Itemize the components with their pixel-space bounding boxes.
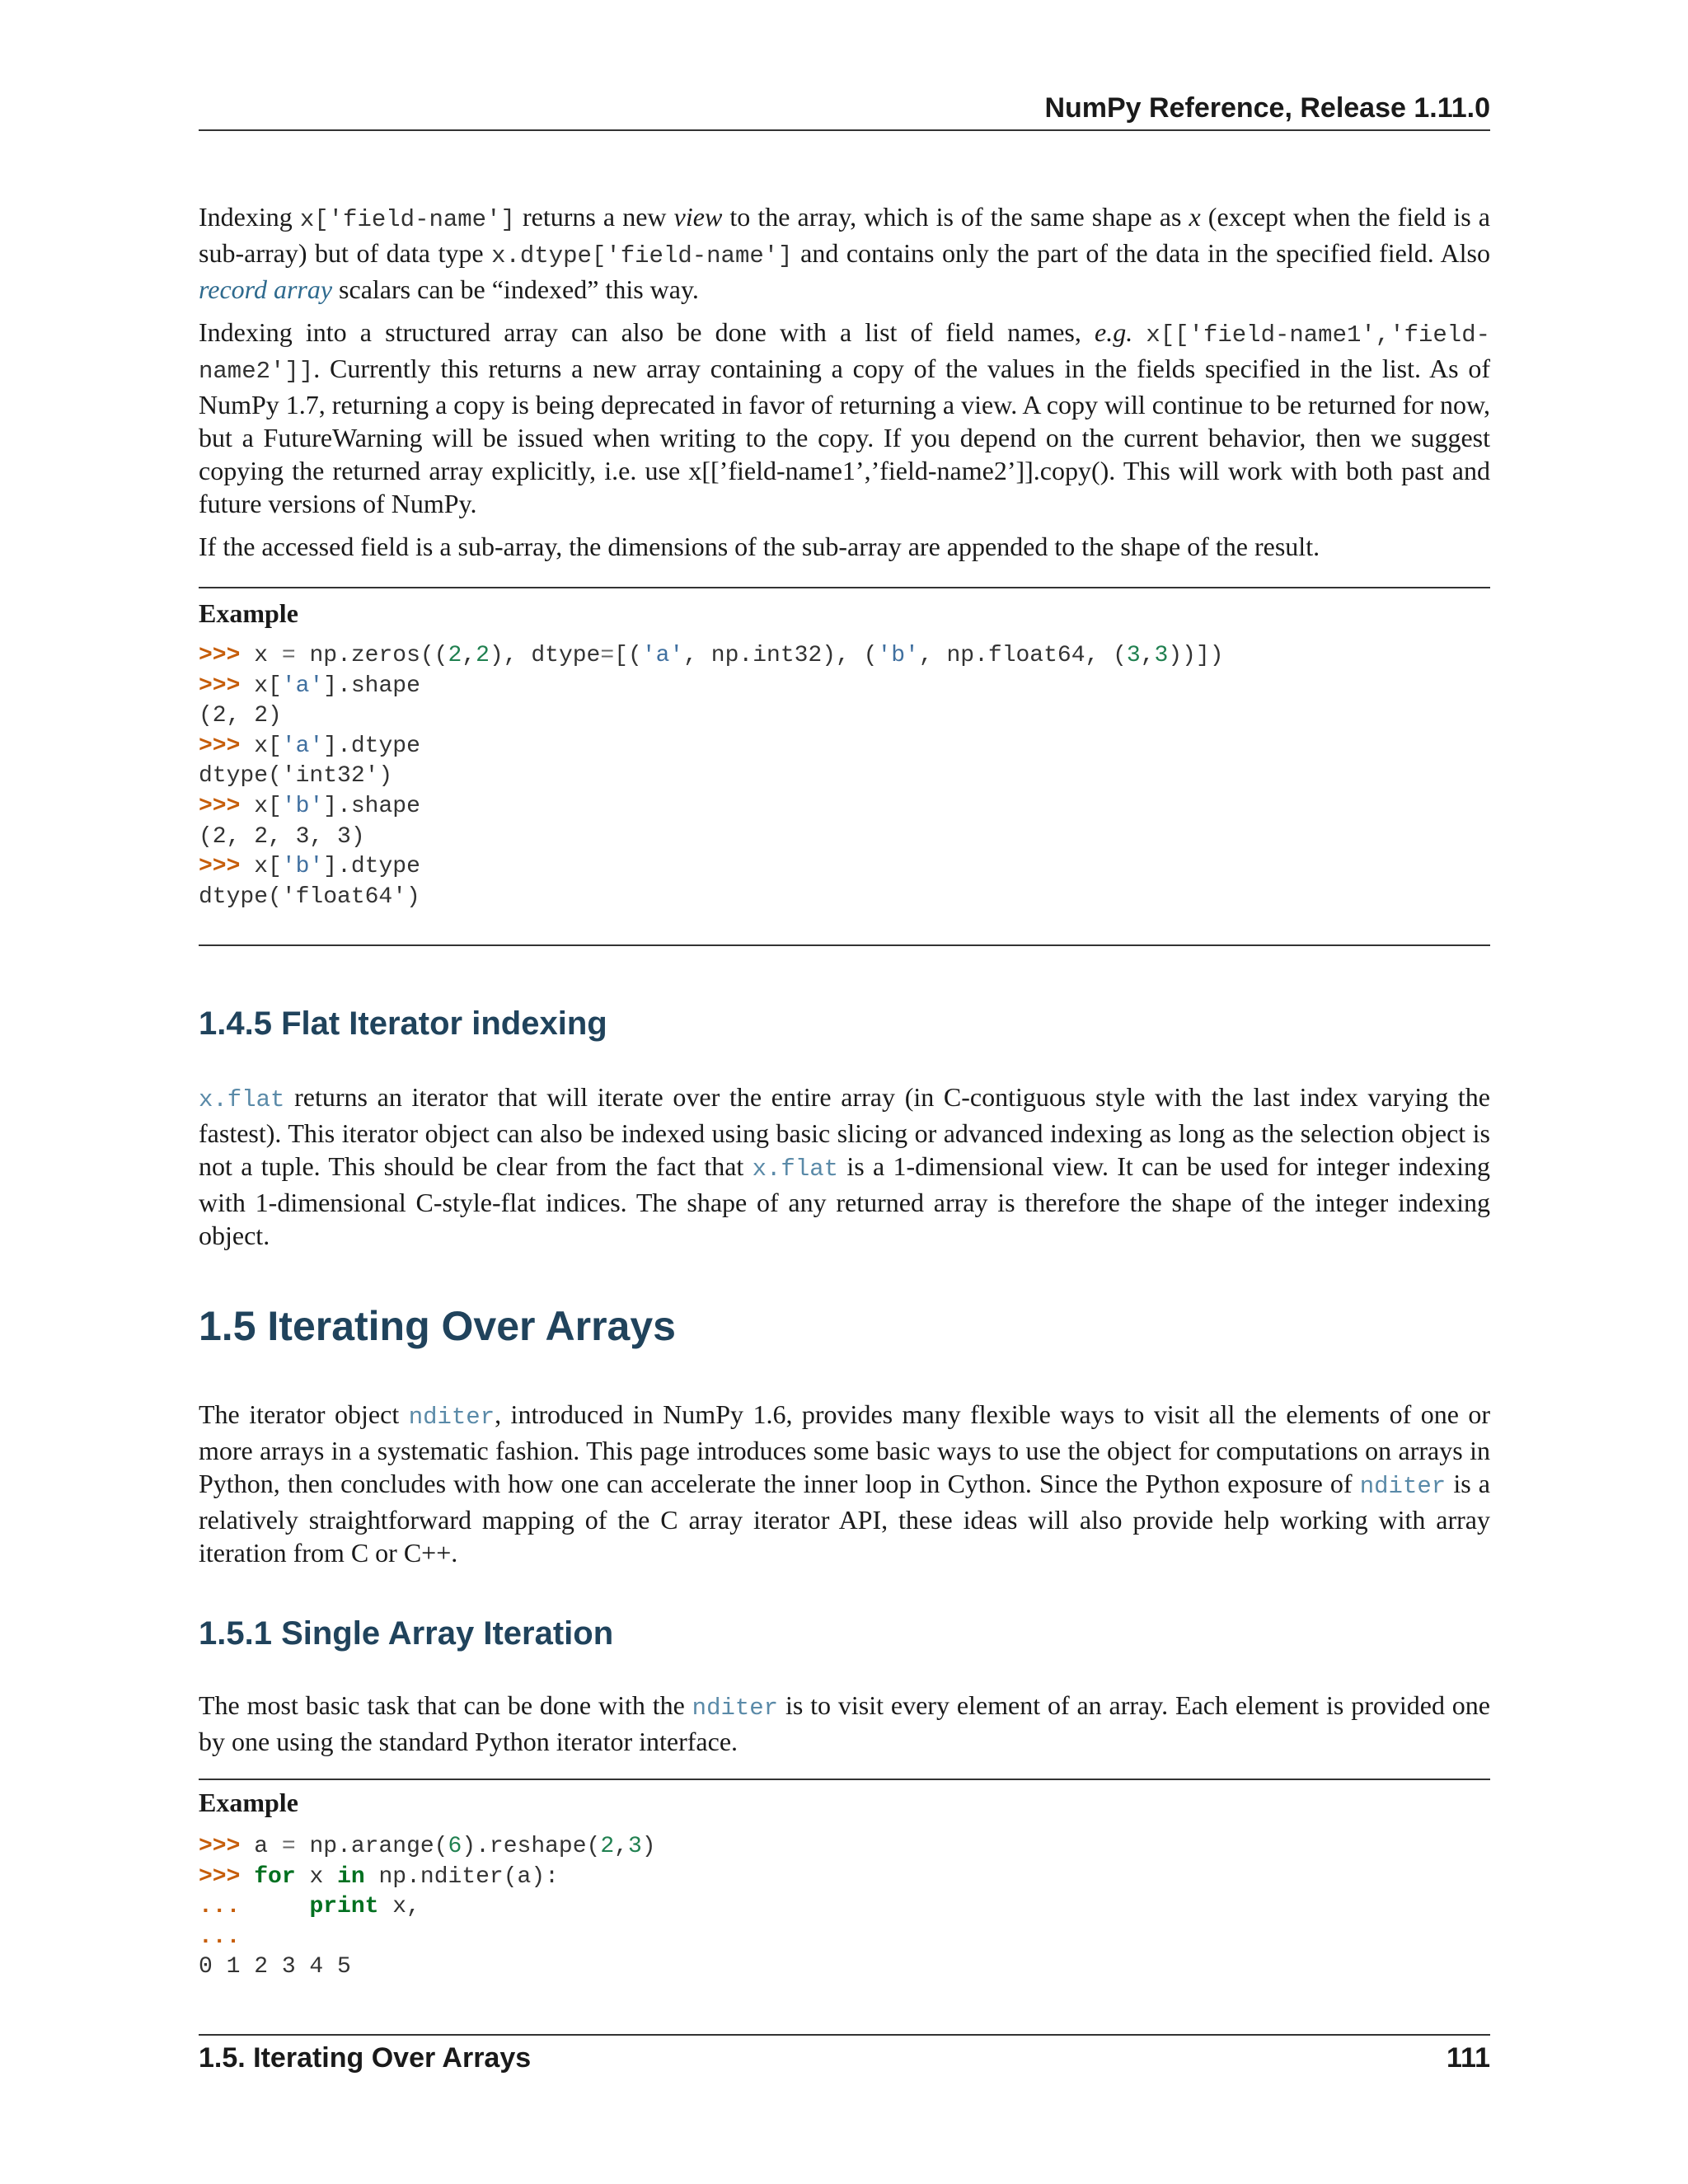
code-line: (2, 2, 3, 3) (199, 823, 365, 850)
x-flat-link[interactable]: x.flat (199, 1086, 285, 1113)
text-run: The most basic task that can be done with the (199, 1690, 692, 1720)
text-run: to the array, which is of the same shape as (722, 202, 1189, 232)
text-run: is to visit every element of an array. Each element is provided one by one using the standard Python iterator interface. (199, 1690, 1491, 1756)
emphasis: e.g. (1095, 317, 1133, 347)
paragraph-iterating-intro (199, 1398, 1490, 1569)
code-line: 0 1 2 3 4 5 (199, 1954, 351, 1980)
running-header: NumPy Reference, Release 1.11.0 (1044, 92, 1490, 124)
text-run: Indexing (199, 202, 300, 232)
code-line: >>> a = np.arange(6).reshape(2,3) (199, 1834, 656, 1859)
footer-section-title: 1.5. Iterating Over Arrays (199, 2042, 532, 2074)
paragraph-single-array (199, 1689, 1490, 1758)
text-run: , introduced in NumPy 1.6, provides many flexible ways to visit all the elements of one or more arrays in a systematic fashion. This page introduces some basic ways to use the object for computations on arrays in Python, then concludes with how one can accelerate the inner loop in Cython. Since the Python exposure of (199, 1399, 1491, 1498)
text-run: and contains only the part of the data in the specified field. Also (792, 238, 1491, 268)
example-title: Example (199, 1788, 298, 1817)
inline-code: x['field-name'] (299, 206, 515, 233)
nditer-link[interactable]: nditer (408, 1404, 495, 1431)
code-line: >>> x['b'].shape (199, 793, 420, 819)
code-line: dtype('float64') (199, 883, 420, 910)
emphasis: x (1189, 202, 1201, 232)
text-run: returns a new (514, 202, 674, 232)
code-line: >>> for x in np.nditer(a): (199, 1863, 559, 1890)
text-run: . Currently this returns a new array containing a copy of the values in the fields specified in the list. As of NumPy 1.7, returning a copy is being deprecated in favor of returning a view. A copy will continue to be returned for now, but a FutureWarning will be issued when writing to the copy. If you depend on the current behavior, then we suggest copying the returned array explicitly, i.e. use x[[’field-name1’,’field-name2’]].copy(). This will work with both past and future versions of NumPy. (199, 354, 1490, 518)
example-top-rule (199, 587, 1490, 588)
code-line: ... print x, (199, 1894, 420, 1920)
text-run: is a relatively straightforward mapping of the C array iterator API, these ideas will also provide help working with array iteration from C or C++. (199, 1469, 1491, 1568)
section-heading-1-5: 1.5 Iterating Over Arrays (199, 1303, 676, 1349)
section-heading-1-4-5: 1.4.5 Flat Iterator indexing (199, 1005, 607, 1042)
nditer-link[interactable]: nditer (692, 1694, 779, 1722)
paragraph-field-indexing (199, 200, 1490, 306)
header-rule (199, 129, 1490, 131)
code-line: (2, 2) (199, 703, 282, 729)
inline-code: x[['field-name1','field-name2']] (199, 321, 1491, 385)
code-block-example-1 (199, 641, 1224, 912)
section-heading-1-5-1: 1.5.1 Single Array Iteration (199, 1615, 614, 1652)
code-line: >>> x['a'].dtype (199, 733, 420, 759)
paragraph-sub-array: If the accessed field is a sub-array, the dimensions of the sub-array are appended to the shape of the result. (199, 532, 1320, 561)
text-run: (except when the field is a sub-array) but of data type (199, 202, 1491, 268)
text-run: scalars can be “indexed” this way. (332, 274, 699, 304)
text-run: returns an iterator that will iterate over the entire array (in C-contiguous style with the last index varying the fastest). This iterator object can also be indexed using basic slicing or advanced indexing as long as the selection object is not a tuple. This should be clear from the fact that (199, 1082, 1490, 1181)
paragraph-flat-iterator (199, 1080, 1490, 1252)
nditer-link[interactable]: nditer (1359, 1473, 1447, 1500)
paragraph-field-list (199, 316, 1490, 520)
footer-rule (199, 2034, 1490, 2036)
text-run: The iterator object (199, 1399, 409, 1429)
code-block-example-2 (199, 1832, 656, 1983)
code-line: >>> x = np.zeros((2,2), dtype=[('a', np.int32), ('b', np.float64, (3,3))]) (199, 643, 1224, 668)
example-bottom-rule (199, 944, 1490, 946)
code-line: dtype('int32') (199, 763, 393, 790)
x-flat-link[interactable]: x.flat (752, 1155, 839, 1183)
example-top-rule (199, 1779, 1490, 1780)
emphasis: view (673, 202, 723, 232)
code-line: ... (199, 1924, 241, 1950)
code-line: >>> x['b'].dtype (199, 854, 420, 880)
text-run: Indexing into a structured array can also be done with a list of field names, (199, 317, 1095, 347)
page-number: 111 (1447, 2042, 1490, 2074)
inline-code: x.dtype['field-name'] (491, 242, 793, 269)
code-line: >>> x['a'].shape (199, 673, 420, 699)
example-title: Example (199, 598, 298, 628)
text-run: is a 1-dimensional view. It can be used for integer indexing with 1-dimensional C-style-flat indices. The shape of any returned array is therefore the shape of the integer indexing object. (199, 1151, 1491, 1250)
record-array-link[interactable]: record array (199, 274, 333, 304)
